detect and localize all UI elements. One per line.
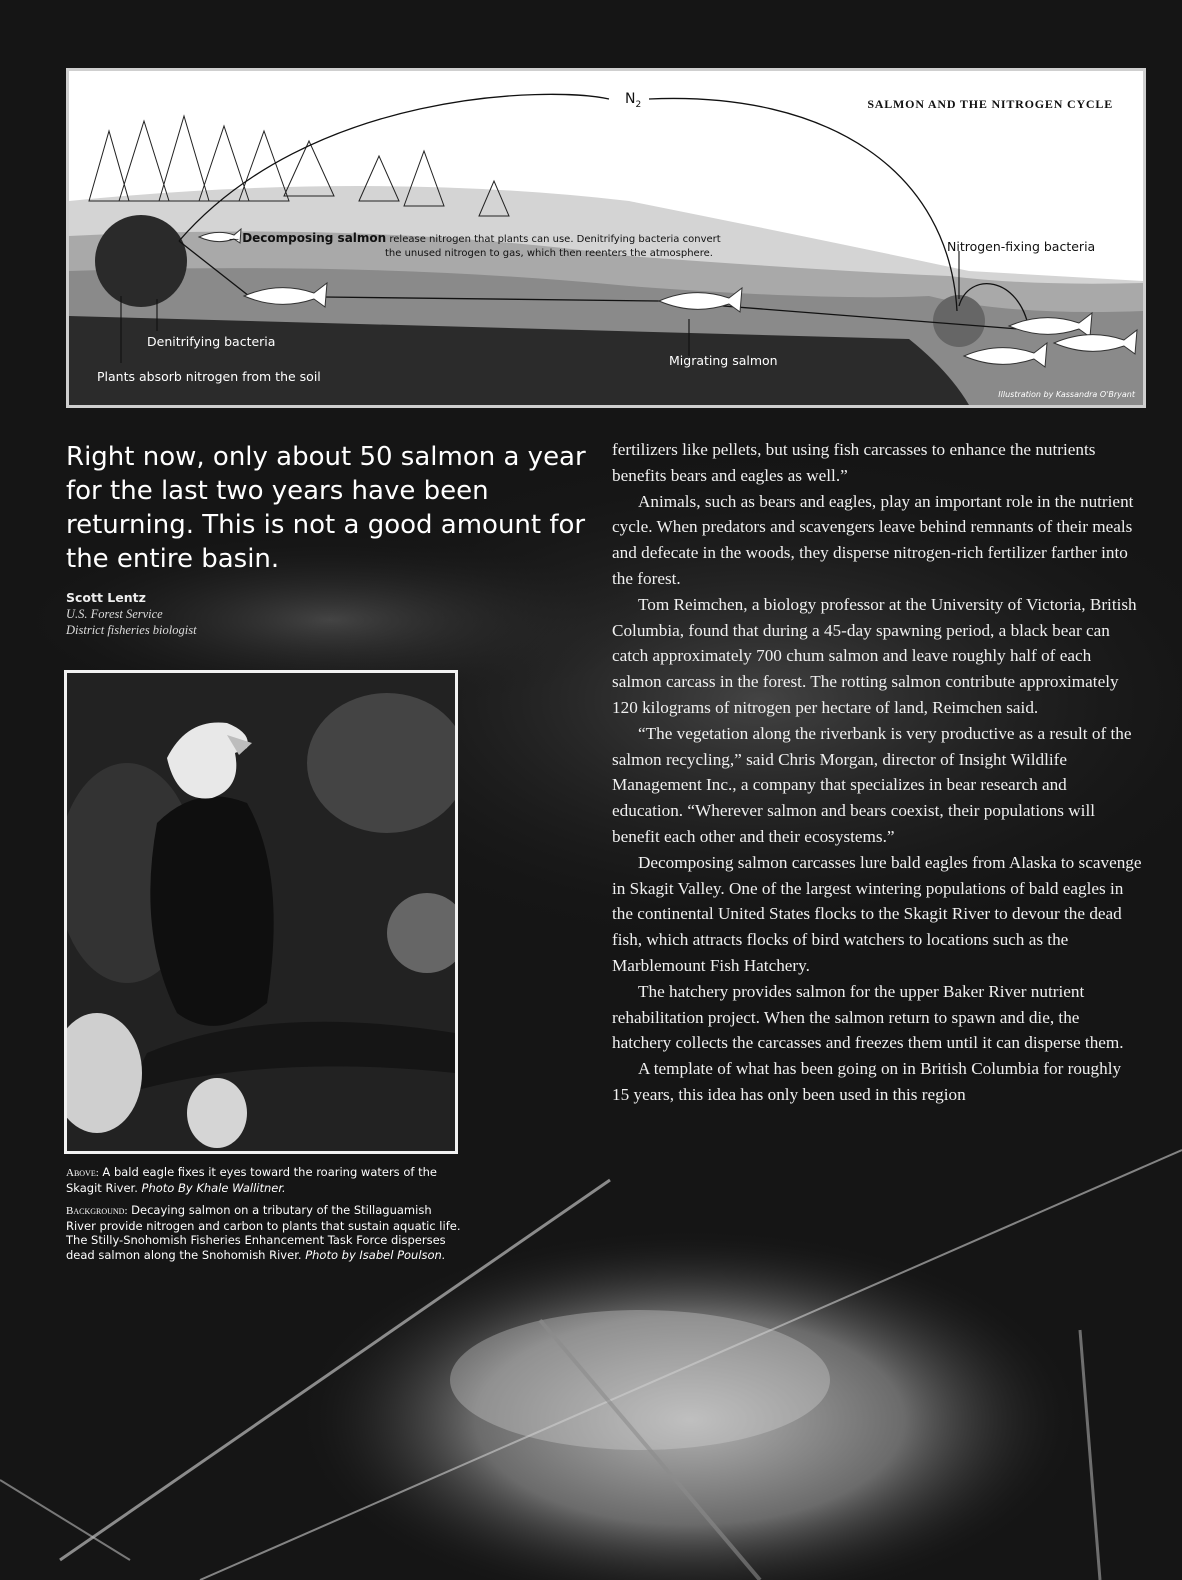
pull-quote: Right now, only about 50 salmon a year for the last two years have been returning. This is not a good amount for the entire basin. (66, 442, 586, 574)
photo-captions (66, 1165, 461, 1270)
bald-eagle-image (67, 673, 455, 1151)
caption-background-credit: Photo by Isabel Poulson. (305, 1247, 446, 1262)
nitrogen-fixing-label: Nitrogen-fixing bacteria (947, 239, 1096, 254)
eagle-photo (64, 670, 458, 1154)
quote-attribution (66, 590, 197, 638)
quote-author-title: District fisheries biologist (66, 623, 197, 637)
n2-label (619, 91, 647, 110)
quote-author: Scott Lentz (66, 590, 146, 605)
caption-background (66, 1203, 461, 1262)
quote-author-org: U.S. Forest Service (66, 607, 163, 621)
caption-background-label: Background: (66, 1205, 128, 1217)
article-paragraph: A template of what has been going on in British Columbia for roughly 15 years, this idea has only been used in this region (612, 1059, 1122, 1104)
caption-above-text: A bald eagle fixes it eyes toward the roaring waters of the Skagit River. (66, 1165, 437, 1195)
diagram-title: SALMON AND THE NITROGEN CYCLE (867, 97, 1113, 111)
caption-above-label: Above: (66, 1167, 99, 1179)
n2-symbol: N (625, 91, 636, 107)
article-body (612, 437, 1142, 1108)
decomposing-line1: release nitrogen that plants can use. Denitrifying bacteria convert (389, 234, 721, 245)
article-paragraph: fertilizers like pellets, but using fish carcasses to enhance the nutrients benefits bears and eagles as well.” (612, 440, 1096, 485)
nitrogen-cycle-diagram (66, 68, 1146, 408)
article-paragraph: “The vegetation along the riverbank is very productive as a result of the salmon recycling,” said Chris Morgan, director of Insight Wildlife Management Inc., a company that specializes in bear research and education. “Wherever salmon and bears coexist, their populations will benefit each other and their ecosystems.” (612, 723, 1132, 846)
decomposing-bold: Decomposing salmon (242, 231, 387, 245)
article-paragraph: Animals, such as bears and eagles, play an important role in the nutrient cycle. When predators and scavengers leave behind remnants of their meals and defecate in the woods, they disperse nitrogen-rich fertilizer farther into the forest. (612, 491, 1134, 588)
article-paragraph: Tom Reimchen, a biology professor at the University of Victoria, British Columbia, found that during a 45-day spawning period, a black bear can catch approximately 700 chum salmon and leave roughly half of each salmon carcass in the forest. The rotting salmon contribute approximately 120 kilograms of nitrogen per hectare of land, Reimchen said. (612, 594, 1137, 717)
decomposing-salmon-label: — Decomposing salmon release nitrogen that plants can use. Denitrifying bacteria convert the unused nitrogen to gas, which then reenters the atmosphere. (229, 231, 721, 259)
migrating-salmon-label: Migrating salmon (669, 353, 778, 368)
caption-above (66, 1165, 461, 1195)
plants-absorb-label: Plants absorb nitrogen from the soil (97, 369, 321, 384)
denitrifying-label: Denitrifying bacteria (147, 334, 276, 349)
caption-above-credit: Photo By Khale Wallitner. (141, 1180, 286, 1195)
n2-subscript: 2 (635, 99, 642, 110)
illustration-credit: Illustration by Kassandra O'Bryant (998, 390, 1135, 399)
decomposing-line2: the unused nitrogen to gas, which then reenters the atmosphere. (385, 248, 713, 259)
caption-background-text: Decaying salmon on a tributary of the Stillaguamish River provide nitrogen and carbon to plants that sustain aquatic life. The Stilly-Snohomish Fisheries Enhancement Task Force disperses dead salmon along the Snohomish River. (66, 1203, 461, 1262)
article-paragraph: Decomposing salmon carcasses lure bald eagles from Alaska to scavenge in Skagit Valley. One of the largest wintering populations of bald eagles in the continental United States flocks to the Skagit River to devour the dead fish, which attracts flocks of bird watchers to locations such as the Marblemount Fish Hatchery. (612, 852, 1142, 975)
article-paragraph: The hatchery provides salmon for the upper Baker River nutrient rehabilitation project. When the salmon return to spawn and die, the hatchery collects the carcasses and freezes them until it can disperse them. (612, 981, 1124, 1053)
